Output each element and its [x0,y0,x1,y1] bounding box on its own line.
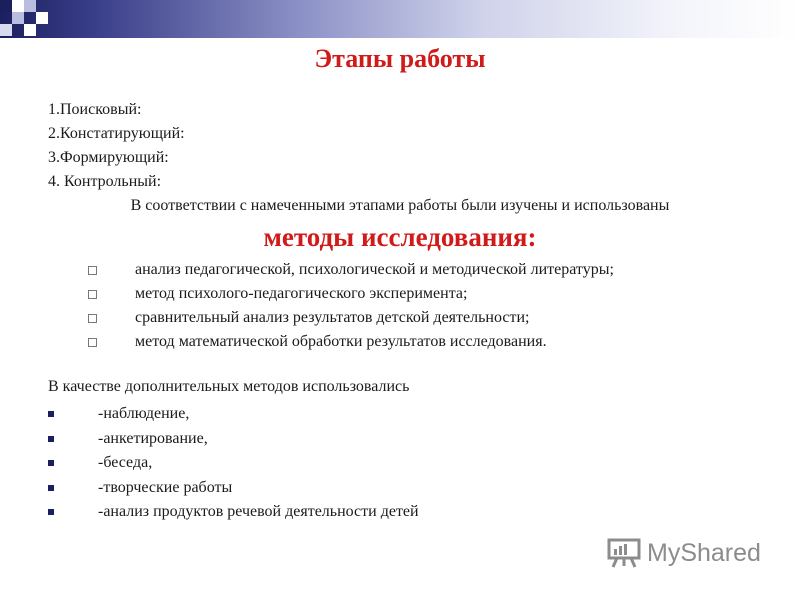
decor-square [24,24,36,36]
extra-method-item [48,402,419,427]
decor-square [24,0,36,12]
method-item [88,282,614,306]
decor-square [12,0,24,12]
method-item [88,258,614,282]
watermark-text: MyShared [647,538,761,567]
hollow-square-bullet-icon [88,266,97,275]
extra-method-label: -творческие работы [98,478,233,496]
extra-method-label: -анализ продуктов речевой деятельности детей [98,503,419,521]
decor-square [12,12,24,24]
extra-methods-list [48,402,419,525]
solid-square-bullet-icon [48,411,54,417]
solid-square-bullet-icon [48,509,54,515]
hollow-square-bullet-icon [88,338,97,347]
extra-methods-intro: В качестве дополнительных методов использовались [48,378,410,395]
slide-title: Этапы работы [314,44,486,73]
hollow-square-bullet-icon [88,290,97,299]
methods-heading: методы исследования: [263,222,537,252]
extra-method-label: -анкетирование, [98,429,208,447]
solid-square-bullet-icon [48,460,54,466]
extra-method-item [48,451,419,476]
solid-square-bullet-icon [48,485,54,491]
methods-intro-text: В соответствии с намеченными этапами работы были изучены и использованы [130,197,670,214]
extra-method-label: -беседа, [98,454,153,472]
stage-item: 3.Формирующий: [48,149,169,166]
presentation-board-icon [607,538,641,568]
myshared-watermark [607,538,761,568]
header-gradient-bar [0,0,800,38]
method-item-label: анализ педагогической, психологической и методической литературы; [135,261,614,278]
method-item [88,306,614,330]
decor-square [0,0,12,12]
stage-item: 4. Контрольный: [48,173,162,190]
method-item-label: метод математической обработки результатов исследования. [135,333,547,350]
solid-square-bullet-icon [48,436,54,442]
decor-square [36,12,48,24]
decor-square [0,24,12,36]
method-item-label: метод психолого-педагогического эксперимента; [135,285,468,302]
method-item [88,330,614,354]
stages-list [48,98,185,194]
extra-method-label: -наблюдение, [98,405,190,423]
stage-item: 2.Констатирующий: [48,125,185,142]
hollow-square-bullet-icon [88,314,97,323]
methods-list [88,258,614,354]
extra-method-item [48,476,419,501]
stage-item: 1.Поисковый: [48,101,142,118]
method-item-label: сравнительный анализ результатов детской деятельности; [135,309,530,326]
extra-method-item [48,500,419,525]
extra-method-item [48,427,419,452]
